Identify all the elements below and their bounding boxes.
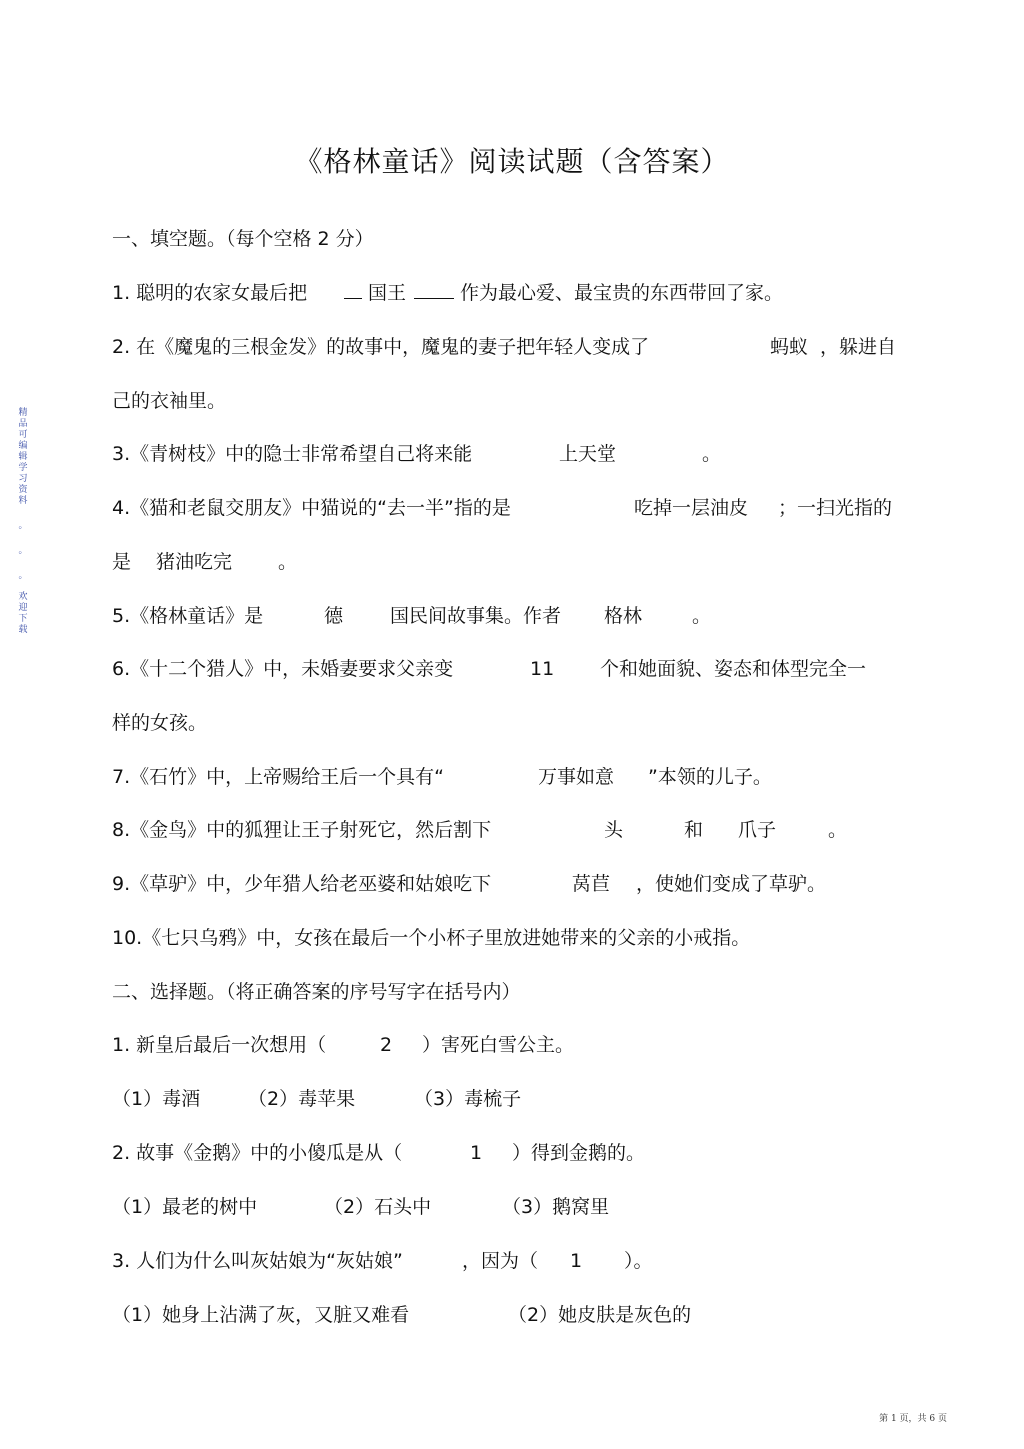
- answer-text: 蚂蚁: [770, 336, 809, 358]
- sidebar-dot: 。: [18, 546, 28, 556]
- question-text: 个和她面貌、姿态和体型完全一: [600, 658, 867, 680]
- question-text: 国民间故事集。作者: [390, 605, 562, 627]
- question-text: 3.《青树枝》中的隐士非常希望自己将来能: [112, 443, 473, 465]
- question-text: 。: [702, 443, 722, 465]
- option: （2）毒苹果: [248, 1088, 356, 1110]
- option: （1）她身上沾满了灰，又脏又难看: [112, 1304, 410, 1326]
- answer-text: 爪子: [738, 819, 777, 841]
- sidebar-watermark: [17, 408, 29, 636]
- option: （1）毒酒: [112, 1088, 201, 1110]
- question-text: 。: [692, 605, 712, 627]
- option: （1）最老的树中: [112, 1196, 258, 1218]
- answer-text: 11: [530, 658, 555, 680]
- question-text: 。: [278, 551, 298, 573]
- answer-text: 头: [604, 819, 624, 841]
- answer-text: 上天堂: [559, 443, 617, 465]
- answer-text: 猪油吃完: [156, 551, 233, 573]
- question-text: ）害死白雪公主。: [422, 1034, 575, 1056]
- question-text: 4.《猫和老鼠交朋友》中猫说的“去一半”指的是: [112, 497, 511, 519]
- answer-text: 1: [570, 1250, 583, 1272]
- question-text: 1. 聪明的农家女最后把: [112, 282, 308, 304]
- question-text: ，使她们变成了草驴。: [636, 873, 827, 895]
- answer-text: 吃掉一层油皮: [634, 497, 749, 519]
- answer-text: 万事如意: [538, 766, 615, 788]
- question-text: ）得到金鹅的。: [512, 1142, 646, 1164]
- question-text: 3. 人们为什么叫灰姑娘为“灰姑娘”: [112, 1250, 403, 1272]
- question-text: 8.《金鸟》中的狐狸让王子射死它，然后割下: [112, 819, 492, 841]
- sidebar-text: 精品可编辑学习资料: [18, 408, 28, 506]
- answer-text: 2: [380, 1034, 393, 1056]
- question-text: 7.《石竹》中，上帝赐给王后一个具有“: [112, 766, 444, 788]
- answer-text: 德: [324, 605, 344, 627]
- question-text: ，因为（: [462, 1250, 539, 1272]
- question-text: 2. 在《魔鬼的三根金发》的故事中，魔鬼的妻子把年轻人变成了: [112, 336, 650, 358]
- section-heading: 二、选择题。（将正确答案的序号写字在括号内）: [112, 981, 521, 1003]
- answer-text: 莴苣: [572, 873, 611, 895]
- question-text: 作为最心爱、最宝贵的东西带回了家。: [460, 282, 784, 304]
- section-heading: 一、填空题。（每个空格 2 分）: [112, 228, 374, 250]
- answer-blank: [414, 280, 454, 299]
- sidebar-dot: 。: [18, 571, 28, 581]
- sidebar-dot: 。: [18, 521, 28, 531]
- answer-blank: [344, 280, 362, 299]
- question-text: 6.《十二个猎人》中，未婚妻要求父亲变: [112, 658, 454, 680]
- question-text: 样的女孩。: [112, 712, 208, 734]
- answer-text: 国王: [368, 282, 407, 304]
- question-text: 2. 故事《金鹅》中的小傻瓜是从（: [112, 1142, 403, 1164]
- question-text: 5.《格林童话》是: [112, 605, 264, 627]
- question-text: ，躲进自: [820, 336, 897, 358]
- answer-text: 1: [470, 1142, 483, 1164]
- question-text: 9.《草驴》中，少年猎人给老巫婆和姑娘吃下: [112, 873, 492, 895]
- question-text: 。: [828, 819, 848, 841]
- option: （2）她皮肤是灰色的: [508, 1304, 692, 1326]
- option: （3）毒梳子: [414, 1088, 522, 1110]
- question-text: 是: [112, 551, 132, 573]
- question-text: 己的衣袖里。: [112, 390, 227, 412]
- sidebar-text: 欢迎下载: [18, 592, 28, 635]
- question-10: 10.《七只乌鸦》中，女孩在最后一个小杯子里放进她带来的父亲的小戒指。: [112, 927, 751, 949]
- question-text: 1. 新皇后最后一次想用（: [112, 1034, 327, 1056]
- question-text: ；一扫光指的: [778, 497, 893, 519]
- question-text: 和: [684, 819, 704, 841]
- answer-text: 格林: [604, 605, 643, 627]
- question-text: ”本领的儿子。: [648, 766, 772, 788]
- option: （3）鹅窝里: [502, 1196, 610, 1218]
- question-text: ）。: [624, 1250, 653, 1272]
- option: （2）石头中: [324, 1196, 432, 1218]
- document-title: 《格林童话》阅读试题（含答案）: [294, 145, 730, 178]
- page-number: 第 1 页，共 6 页: [879, 1414, 947, 1424]
